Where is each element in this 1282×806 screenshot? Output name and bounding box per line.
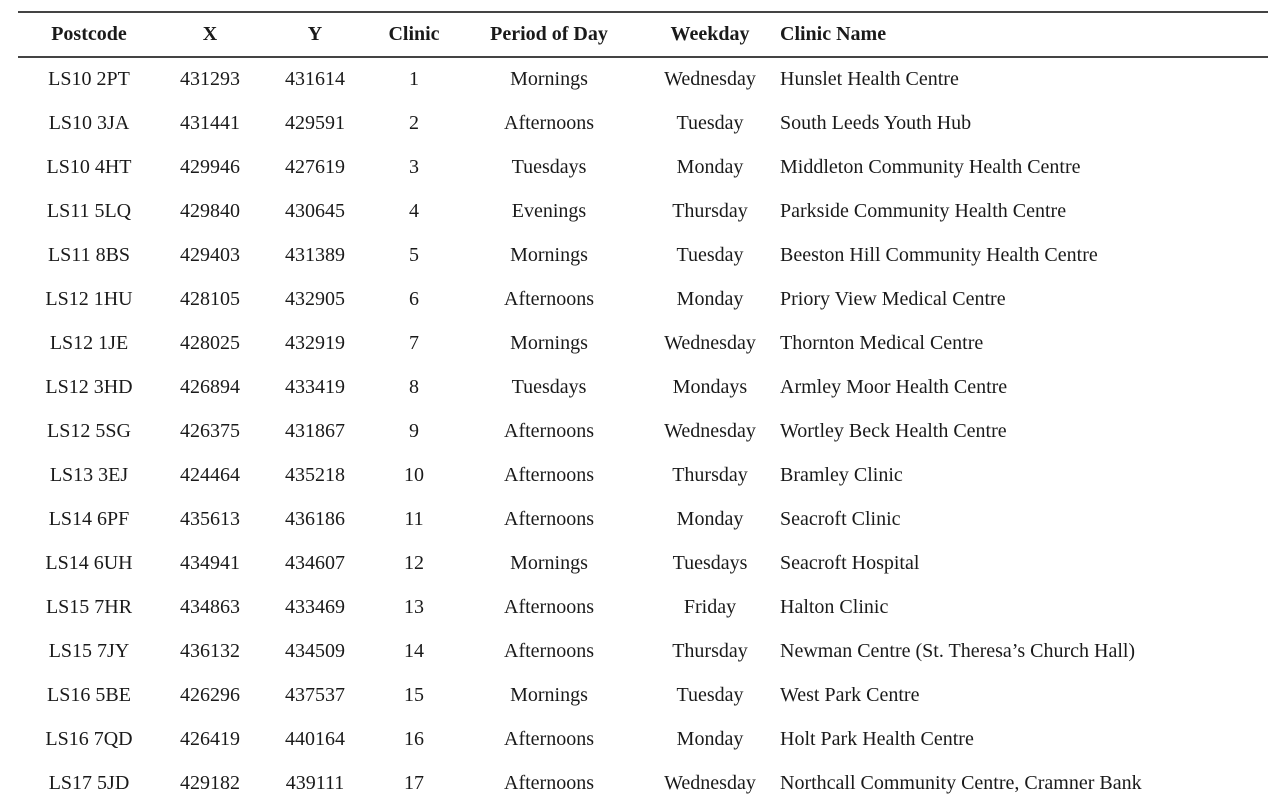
cell-weekday: Tuesday (676, 111, 744, 134)
cell-period: Afternoons (504, 595, 594, 618)
cell-y: 436186 (285, 507, 345, 530)
cell-postcode: LS12 5SG (47, 419, 131, 442)
cell-y: 440164 (285, 727, 345, 750)
table-row (18, 101, 1268, 145)
cell-postcode: LS13 3EJ (49, 463, 129, 486)
cell-weekday: Monday (676, 287, 744, 310)
cell-x: 431293 (180, 68, 240, 90)
cell-period: Tuesdays (511, 155, 587, 178)
cell-x: 429182 (180, 771, 240, 794)
cell-clinic: 1 (409, 68, 419, 90)
table-row (18, 673, 1268, 717)
cell-y: 427619 (285, 155, 345, 178)
cell-weekday: Thursday (672, 199, 748, 222)
cell-clinic-name: Armley Moor Health Centre (780, 375, 1008, 398)
table-row (18, 761, 1268, 805)
cell-period: Afternoons (504, 507, 594, 530)
cell-clinic-name: Bramley Clinic (780, 463, 903, 486)
cell-clinic-name: Middleton Community Health Centre (780, 155, 1081, 178)
header-x: X (160, 12, 260, 57)
cell-clinic: 5 (409, 243, 419, 266)
cell-clinic: 2 (409, 111, 419, 134)
cell-clinic-name: South Leeds Youth Hub (780, 111, 972, 134)
cell-x: 429946 (180, 155, 240, 178)
cell-clinic: 13 (404, 595, 424, 618)
cell-clinic-name: Thornton Medical Centre (780, 331, 984, 354)
header-clinic: Clinic (370, 12, 458, 57)
cell-clinic: 17 (404, 771, 424, 794)
cell-weekday: Thursday (672, 639, 748, 662)
cell-period: Mornings (510, 331, 588, 354)
cell-x: 428105 (180, 287, 240, 310)
cell-period: Afternoons (504, 727, 594, 750)
cell-weekday: Monday (676, 507, 744, 530)
cell-period: Afternoons (504, 287, 594, 310)
table-row (18, 497, 1268, 541)
cell-period: Mornings (510, 68, 588, 90)
cell-weekday: Wednesday (664, 68, 756, 90)
cell-clinic-name: West Park Centre (780, 683, 920, 706)
cell-y: 431614 (285, 68, 345, 90)
table-header-row (18, 12, 1268, 57)
cell-y: 434607 (285, 551, 345, 574)
cell-clinic: 16 (404, 727, 424, 750)
cell-clinic-name: Priory View Medical Centre (780, 287, 1006, 310)
cell-y: 433469 (285, 595, 345, 618)
cell-y: 434509 (285, 639, 345, 662)
cell-weekday: Tuesday (676, 683, 744, 706)
cell-period: Tuesdays (511, 375, 587, 398)
cell-clinic: 14 (404, 639, 424, 662)
cell-period: Afternoons (504, 771, 594, 794)
cell-clinic: 11 (404, 507, 424, 530)
cell-postcode: LS12 1JE (49, 331, 129, 354)
cell-period: Afternoons (504, 419, 594, 442)
cell-clinic: 3 (409, 155, 419, 178)
cell-x: 434863 (180, 595, 240, 618)
cell-y: 429591 (285, 111, 345, 134)
cell-weekday: Thursday (672, 463, 748, 486)
cell-clinic-name: Wortley Beck Health Centre (780, 419, 1007, 442)
cell-postcode: LS10 3JA (48, 111, 130, 134)
header-period: Period of Day (458, 12, 640, 57)
cell-x: 426296 (180, 683, 240, 706)
cell-y: 435218 (285, 463, 345, 486)
cell-y: 431389 (285, 243, 345, 266)
cell-clinic: 10 (404, 463, 424, 486)
cell-y: 431867 (285, 419, 345, 442)
cell-postcode: LS11 8BS (47, 243, 131, 266)
cell-x: 435613 (180, 507, 240, 530)
cell-clinic: 15 (404, 683, 424, 706)
cell-clinic-name: Northcall Community Centre, Cramner Bank (780, 771, 1142, 794)
cell-postcode: LS17 5JD (48, 771, 130, 794)
cell-x: 428025 (180, 331, 240, 354)
table-row (18, 453, 1268, 497)
table-row (18, 277, 1268, 321)
table-row (18, 365, 1268, 409)
cell-postcode: LS15 7HR (45, 595, 133, 618)
cell-y: 439111 (285, 771, 345, 794)
cell-postcode: LS14 6PF (48, 507, 130, 530)
table-row (18, 57, 1268, 101)
cell-y: 432905 (285, 287, 345, 310)
cell-y: 433419 (285, 375, 345, 398)
table-row (18, 233, 1268, 277)
cell-postcode: LS15 7JY (48, 639, 130, 662)
table-row (18, 585, 1268, 629)
cell-clinic-name: Parkside Community Health Centre (780, 199, 1067, 222)
cell-x: 426419 (180, 727, 240, 750)
cell-postcode: LS11 5LQ (46, 199, 132, 222)
cell-y: 432919 (285, 331, 345, 354)
header-weekday: Weekday (640, 12, 780, 57)
cell-x: 429403 (180, 243, 240, 266)
cell-postcode: LS14 6UH (45, 551, 133, 574)
cell-clinic: 7 (409, 331, 419, 354)
table-row (18, 145, 1268, 189)
cell-clinic-name: Holt Park Health Centre (780, 727, 974, 750)
table-body (18, 57, 1268, 805)
cell-period: Evenings (511, 199, 587, 222)
cell-period: Mornings (510, 243, 588, 266)
cell-x: 424464 (180, 463, 240, 486)
cell-period: Mornings (510, 551, 588, 574)
cell-clinic: 8 (409, 375, 419, 398)
header-postcode: Postcode (18, 12, 160, 57)
cell-weekday: Wednesday (664, 419, 756, 442)
cell-clinic-name: Hunslet Health Centre (780, 68, 959, 90)
cell-clinic-name: Seacroft Hospital (780, 551, 920, 574)
cell-clinic: 12 (404, 551, 424, 574)
cell-clinic: 6 (409, 287, 419, 310)
cell-period: Afternoons (504, 111, 594, 134)
header-clinic-name: Clinic Name (780, 12, 1268, 57)
header-y: Y (260, 12, 370, 57)
cell-period: Afternoons (504, 463, 594, 486)
cell-postcode: LS10 4HT (46, 155, 132, 178)
cell-clinic: 4 (409, 199, 419, 222)
cell-weekday: Wednesday (664, 771, 756, 794)
cell-postcode: LS10 2PT (48, 68, 130, 90)
cell-x: 429840 (180, 199, 240, 222)
cell-y: 437537 (285, 683, 345, 706)
cell-postcode: LS12 1HU (45, 287, 133, 310)
cell-postcode: LS16 7QD (45, 727, 133, 750)
cell-weekday: Friday (683, 595, 737, 618)
cell-x: 431441 (180, 111, 240, 134)
cell-clinic-name: Seacroft Clinic (780, 507, 901, 530)
cell-clinic-name: Newman Centre (St. Theresa’s Church Hall) (780, 639, 1136, 662)
cell-x: 436132 (180, 639, 240, 662)
cell-period: Afternoons (504, 639, 594, 662)
cell-clinic-name: Halton Clinic (780, 595, 889, 618)
cell-period: Mornings (510, 683, 588, 706)
table-row (18, 717, 1268, 761)
cell-weekday: Tuesdays (672, 551, 748, 574)
cell-clinic-name: Beeston Hill Community Health Centre (780, 243, 1098, 266)
cell-weekday: Mondays (672, 375, 748, 398)
cell-weekday: Tuesday (676, 243, 744, 266)
cell-weekday: Wednesday (664, 331, 756, 354)
table-row (18, 409, 1268, 453)
table-row (18, 541, 1268, 585)
cell-weekday: Monday (676, 155, 744, 178)
cell-x: 426375 (180, 419, 240, 442)
cell-x: 434941 (180, 551, 240, 574)
table-row (18, 189, 1268, 233)
cell-postcode: LS12 3HD (45, 375, 133, 398)
cell-weekday: Monday (676, 727, 744, 750)
clinic-table (18, 11, 1268, 805)
table-row (18, 629, 1268, 673)
cell-x: 426894 (180, 375, 240, 398)
table-row (18, 321, 1268, 365)
cell-postcode: LS16 5BE (47, 683, 131, 706)
cell-clinic: 9 (409, 419, 419, 442)
cell-y: 430645 (285, 199, 345, 222)
